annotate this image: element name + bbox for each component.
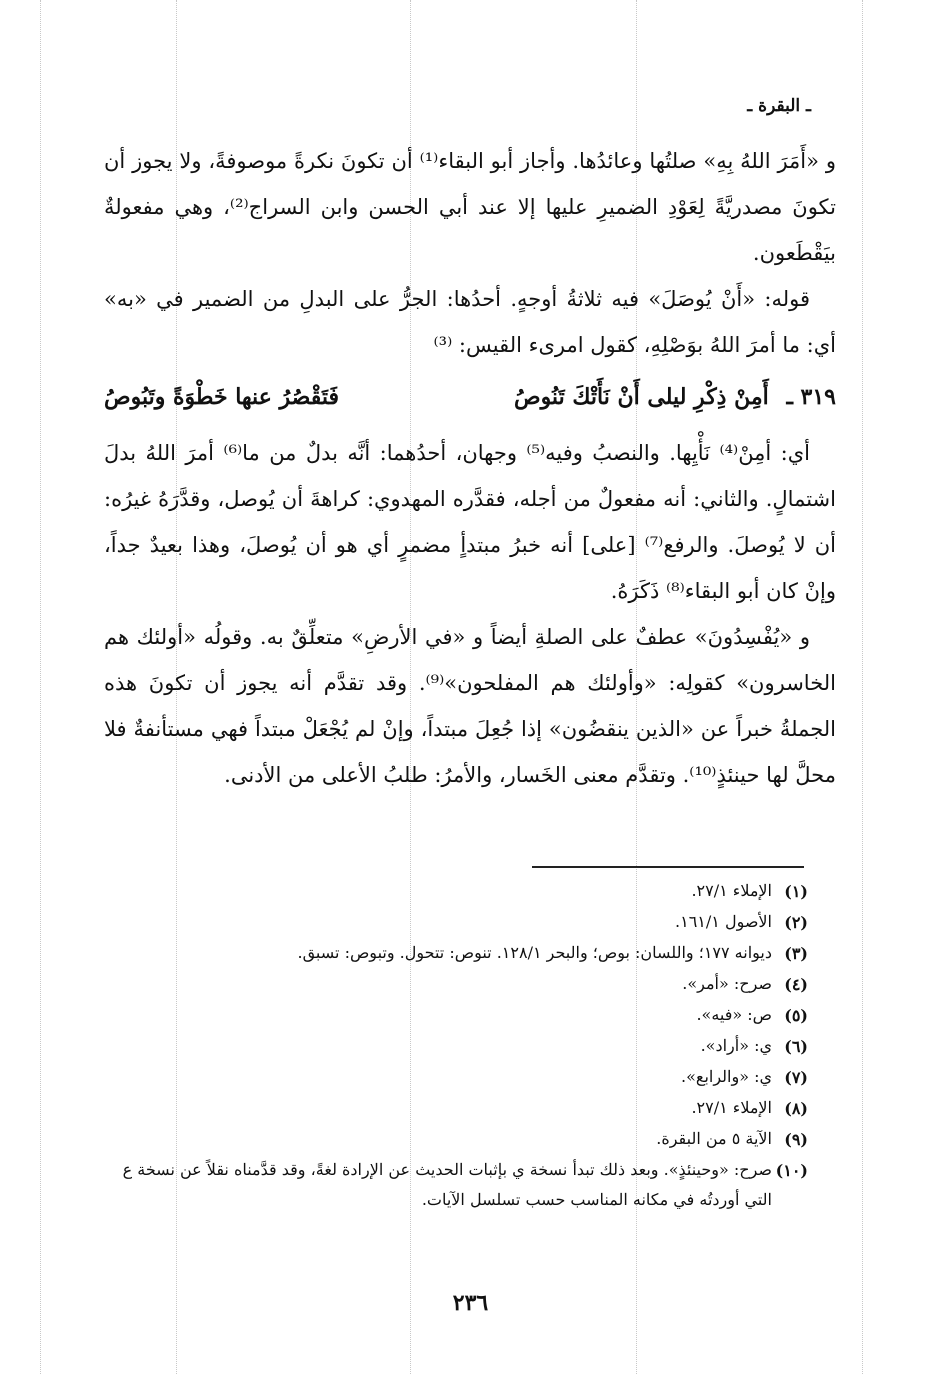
paragraph: و «أَمَرَ اللهُ بِهِ» صلتُها وعائدُها. وأجاز أبو البقاء⁽¹⁾ أن تكونَ نكرةً موصوفةً، ولا يجوز أن تكونَ مصدريَّةً لِعَوْدِ الضميرِ عليها إلا عند أبي الحسن وابن السراج⁽²⁾، وهي مفعولةٌ بيَقْطَعون. [104, 149, 836, 265]
paragraph: أي: أمِنْ⁽⁴⁾ نَأْيِها. والنصبُ وفيه⁽⁵⁾ وجهان، أحدُهما: أنَّه بدلٌ من ما⁽⁶⁾ أمرَ اللهُ بدلَ اشتمالٍ. والثاني: أنه مفعولٌ من أجله، فقدَّره المهدوي: كراهةَ أن يُوصل، وقدَّرَهُ غيرُه: أن لا يُوصلَ. والرفع⁽⁷⁾ [على] أنه خبرُ مبتدأٍ مضمرٍ أي هو أن يُوصلَ، وهذا بعيدٌ جداً، وإنْ كان أبو البقاء⁽⁸⁾ ذَكَرَهُ. [104, 441, 837, 603]
running-header: ـ البقرة ـ [747, 96, 811, 116]
footnote-text: الإملاء ٢٧/١. [691, 1098, 772, 1117]
footnote-number: (٨) [784, 1099, 808, 1118]
footnote-number: (٦) [784, 1037, 808, 1056]
main-text [104, 138, 836, 798]
footnote-text: صرح: «وحينئذٍ». وبعد ذلك تبدأ نسخة ي بإثبات الحديث عن الإرادة لغةً، وقد قدَّمناه نقلاً عن نسخة ع التي أوردتُه في مكانه المناسب حسب تسلسل الآيات. [122, 1160, 772, 1209]
verse-hemistich-2: فَتَقْصُرُ عنها خَطْوَةً وتَبُوصُ [104, 384, 339, 410]
verse-number: ٣١٩ ـ [786, 384, 836, 410]
footnote [108, 1031, 808, 1062]
footnote-number: (٢) [784, 913, 808, 932]
footnote [108, 938, 808, 969]
footnote-text: ي: «والرابع». [681, 1067, 772, 1086]
footnote [108, 1093, 808, 1124]
footnote [108, 1000, 808, 1031]
footnote-text: ص: «فيه». [696, 1005, 772, 1024]
grid-line [40, 0, 41, 1374]
footnote-text: الإملاء ٢٧/١. [691, 881, 772, 900]
verse-first-half [514, 374, 836, 420]
verse-hemistich-1: أَمِنْ ذِكْرِ ليلى أَنْ نَأَتْكَ تَنُوصُ [513, 384, 769, 410]
footnote-number: (٤) [784, 975, 808, 994]
footnote-number: (١) [784, 882, 808, 901]
footnote-separator [532, 866, 804, 868]
footnote-text: الأصول ١٦١/١. [675, 912, 772, 931]
footnote [108, 1062, 808, 1093]
footnote-number: (٥) [784, 1006, 808, 1025]
footnote-number: (١٠) [775, 1161, 808, 1180]
poetry-verse [104, 374, 836, 420]
footnote [108, 1155, 808, 1215]
footnote [108, 907, 808, 938]
paragraph: و «يُفْسِدُونَ» عطفٌ على الصلةِ أيضاً و «في الأرضِ» متعلِّقٌ به. وقولُه «أولئك هم الخاسرون» كقولِه: «وأولئك هم المفلحون»⁽⁹⁾. وقد تقدَّم أنه يجوز أن تكونَ هذه الجملةُ خبراً عن «الذين ينقضُون» إذا جُعِلَ مبتداً، وإنْ لم يُجْعَلْ مبتداً فهي مستأنفةٌ فلا محلَّ لها حينئذٍ⁽¹⁰⁾. وتقدَّم معنى الخَسار، والأمرُ: طلبُ الأعلى من الأدنى. [104, 625, 836, 787]
grid-line [862, 0, 863, 1374]
paragraph: قوله: «أَنْ يُوصَلَ» فيه ثلاثةُ أوجهٍ. أحدُها: الجرُّ على البدلِ من الضمير في «به» أي: ما أمرَ اللهُ بوَصْلِهِ، كقول امرىء القيس: ⁽³⁾ [104, 287, 836, 357]
footnote-number: (٣) [784, 944, 808, 963]
footnote-text: صرح: «أمر». [682, 974, 772, 993]
footnotes [108, 876, 808, 1215]
page-number: ٢٣٦ [452, 1290, 489, 1316]
footnote-number: (٩) [784, 1130, 808, 1149]
footnote-text: ي: «أراد». [700, 1036, 772, 1055]
footnote-text: ديوانه ١٧٧؛ واللسان: بوص؛ والبحر ١٢٨/١. تنوص: تتحول. وتبوص: تسبق. [297, 943, 772, 962]
footnote-number: (٧) [784, 1068, 808, 1087]
footnote [108, 1124, 808, 1155]
footnote [108, 969, 808, 1000]
footnote [108, 876, 808, 907]
footnote-text: الآية ٥ من البقرة. [656, 1129, 772, 1148]
